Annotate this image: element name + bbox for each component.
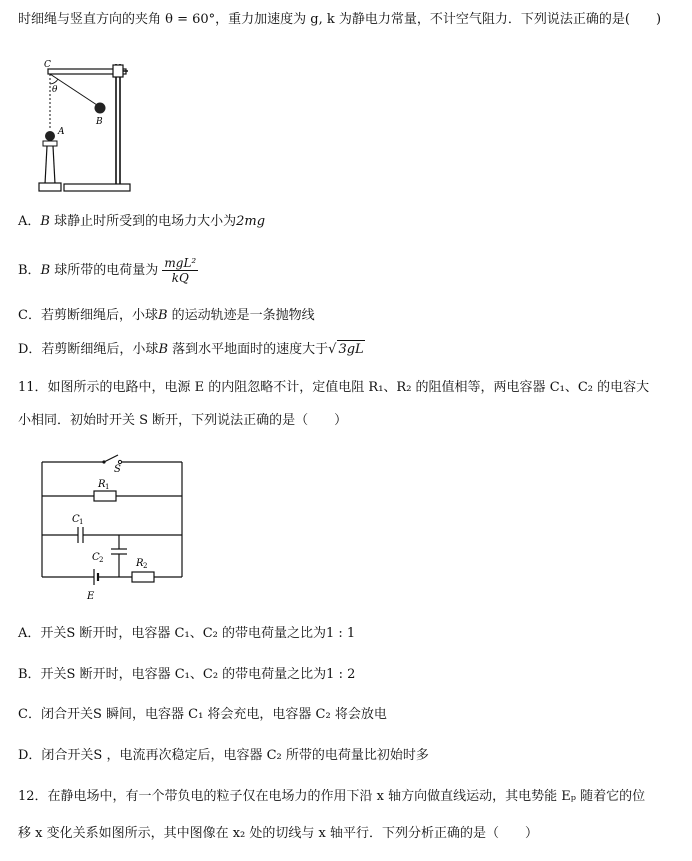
stand-clamp: [113, 65, 123, 77]
option-a-var: B: [40, 214, 50, 229]
resistor-r2: [132, 572, 154, 582]
option-b-var: B: [40, 263, 51, 278]
a-base: [39, 183, 61, 191]
stand-base: [64, 184, 130, 191]
a-post-right: [53, 146, 55, 184]
q11-circuit: [36, 452, 188, 602]
ball-b: [95, 103, 106, 114]
label-b: B: [96, 117, 103, 127]
option-c-prefix: C．若剪断细绳后，小球: [18, 308, 158, 323]
label-a: A: [58, 127, 65, 137]
option-d-var: B: [158, 342, 168, 357]
resistor-r1: [94, 491, 116, 501]
option-a-prefix: A．: [18, 214, 41, 229]
a-post-left: [45, 146, 47, 184]
option-a-value: 2mg: [236, 214, 266, 229]
q11-stem-line2: 小相同．初始时开关 S 断开，下列说法正确的是（ ）: [18, 413, 348, 428]
q10-option-d: [18, 340, 365, 359]
option-d-prefix: D．若剪断细绳后，小球: [18, 342, 159, 357]
label-r2-sub: 2: [143, 562, 148, 570]
q12-stem-line2: 移 x 变化关系如图所示，其中图像在 x₂ 处的切线与 x 轴平行．下列分析正确的是（ ）: [18, 826, 539, 841]
q11-option-c: C．闭合开关S 瞬间，电容器 C₁ 将会充电，电容器 C₂ 将会放电: [18, 707, 387, 722]
label-r2: R: [136, 558, 144, 569]
q10-figure: [28, 52, 138, 198]
q10-figure-svg: [28, 52, 138, 198]
q12-stem-line1: 12．在静电场中，有一个带负电的粒子仅在电场力的作用下沿 x 轴方向做直线运动，其电势能 Eₚ 随着它的位: [18, 789, 646, 804]
string: [50, 74, 100, 107]
label-e: E: [87, 591, 95, 602]
fraction-numerator: mgL²: [164, 256, 197, 270]
option-b-prefix: B．: [18, 263, 41, 278]
label-s: S: [114, 464, 121, 475]
q11-stem-line1: 11．如图所示的电路中，电源 E 的内阻忽略不计，定值电阻 R₁、R₂ 的阻值相等，两电容器 C₁、C₂ 的电容大: [18, 380, 650, 395]
a-holder: [43, 141, 57, 146]
q10-option-a: [18, 213, 265, 231]
switch-blade: [104, 455, 118, 462]
q11-circuit-svg: [36, 452, 188, 602]
q11-option-d: D．闭合开关S ，电流再次稳定后，电容器 C₂ 所带的电荷量比初始时多: [18, 748, 429, 763]
label-r1: R: [98, 479, 106, 490]
label-c: C: [44, 60, 51, 70]
q11-option-b: B．开关S 断开时，电容器 C₁、C₂ 的带电荷量之比为1 : 2: [18, 667, 356, 682]
label-c2: C: [92, 552, 100, 563]
option-d-text: 落到水平地面时的速度大于: [168, 342, 329, 357]
option-b-text: 球所带的电荷量为: [50, 263, 159, 278]
angle-arc: [50, 79, 58, 84]
label-c2-sub: 2: [99, 556, 104, 564]
q10-option-b: [18, 256, 198, 285]
label-c1-sub: 1: [79, 518, 84, 526]
q10-option-c: [18, 307, 315, 325]
option-a-text: 球静止时所受到的电场力大小为: [49, 214, 237, 229]
label-r1-sub: 1: [105, 483, 110, 491]
fraction-denominator: kQ: [171, 271, 189, 285]
sqrt-sign: √: [328, 342, 337, 357]
ball-a: [45, 131, 55, 141]
label-theta: θ: [52, 85, 58, 95]
switch-pivot: [102, 460, 105, 463]
label-c1: C: [72, 514, 80, 525]
sqrt-content: 3gL: [338, 342, 364, 357]
q10-stem: 时细绳与竖直方向的夹角 θ = 60°，重力加速度为 g, k 为静电力常量，不计空气阻力．下列说法正确的是( ): [18, 12, 662, 27]
q11-option-a: A．开关S 断开时，电容器 C₁、C₂ 的带电荷量之比为1 : 1: [18, 626, 356, 641]
option-b-fraction: [162, 256, 198, 285]
option-c-text: 的运动轨迹是一条抛物线: [167, 308, 315, 323]
option-c-var: B: [157, 308, 168, 323]
